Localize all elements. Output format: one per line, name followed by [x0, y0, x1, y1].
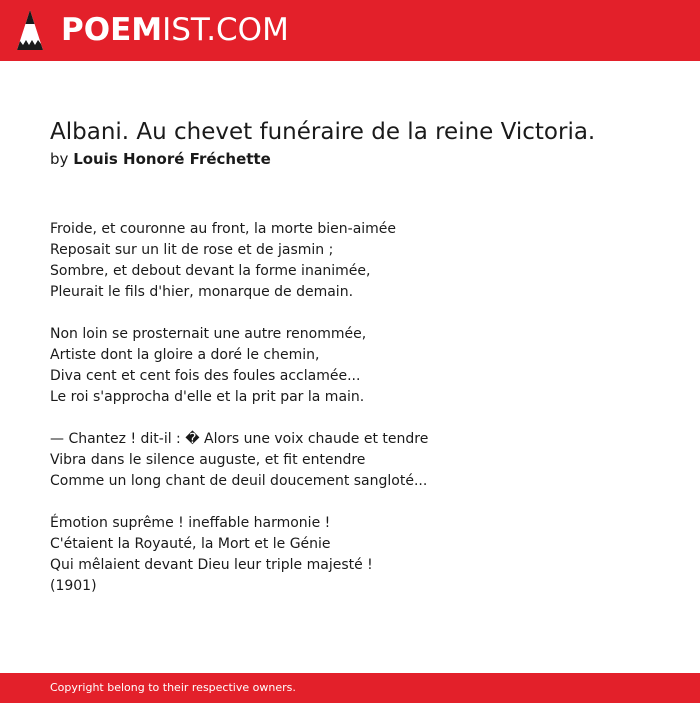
- copyright-notice: Copyright belong to their respective owners.: [50, 681, 296, 694]
- by-label: by: [50, 150, 69, 168]
- site-footer: [0, 673, 700, 703]
- pencil-tip-icon[interactable]: [16, 9, 44, 51]
- poem-date: (1901): [50, 578, 97, 594]
- poem-line: Pleurait le fils d'hier, monarque de demain.: [50, 284, 354, 300]
- poem-line: — Chantez ! dit-il : � Alors une voix chaude et tendre: [50, 431, 429, 447]
- poem-line: C'étaient la Royauté, la Mort et le Génie: [50, 536, 331, 552]
- poem-title: Albani. Au chevet funéraire de la reine Victoria.: [50, 119, 596, 145]
- author-link[interactable]: Louis Honoré Fréchette: [73, 150, 271, 168]
- logo-text-bold: POEM: [61, 12, 163, 48]
- poem-line: Sombre, et debout devant la forme inanimée,: [50, 263, 371, 279]
- poem-line: Le roi s'approcha d'elle et la prit par la main.: [50, 389, 365, 405]
- poem-body: [50, 219, 670, 618]
- poem-line: Froide, et couronne au front, la morte bien-aimée: [50, 221, 397, 237]
- stanza: [50, 429, 670, 492]
- stanza: [50, 324, 670, 408]
- poem-line: Non loin se prosternait une autre renommée,: [50, 326, 367, 342]
- poem-line: Vibra dans le silence auguste, et fit entendre: [50, 452, 366, 468]
- poem-line: Diva cent et cent fois des foules acclamée...: [50, 368, 361, 384]
- stanza: [50, 219, 670, 303]
- poem-line: Émotion suprême ! ineffable harmonie !: [50, 515, 331, 531]
- poem-line: Artiste dont la gloire a doré le chemin,: [50, 347, 320, 363]
- poem-line: Reposait sur un lit de rose et de jasmin ;: [50, 242, 334, 258]
- poem-line: Comme un long chant de deuil doucement sangloté...: [50, 473, 428, 489]
- site-header: [0, 0, 700, 61]
- site-logo-link[interactable]: [61, 10, 289, 50]
- logo-text-light: IST.COM: [162, 12, 289, 48]
- poem-byline: [50, 148, 271, 170]
- poem-line: Qui mêlaient devant Dieu leur triple majesté !: [50, 557, 373, 573]
- stanza: [50, 513, 670, 597]
